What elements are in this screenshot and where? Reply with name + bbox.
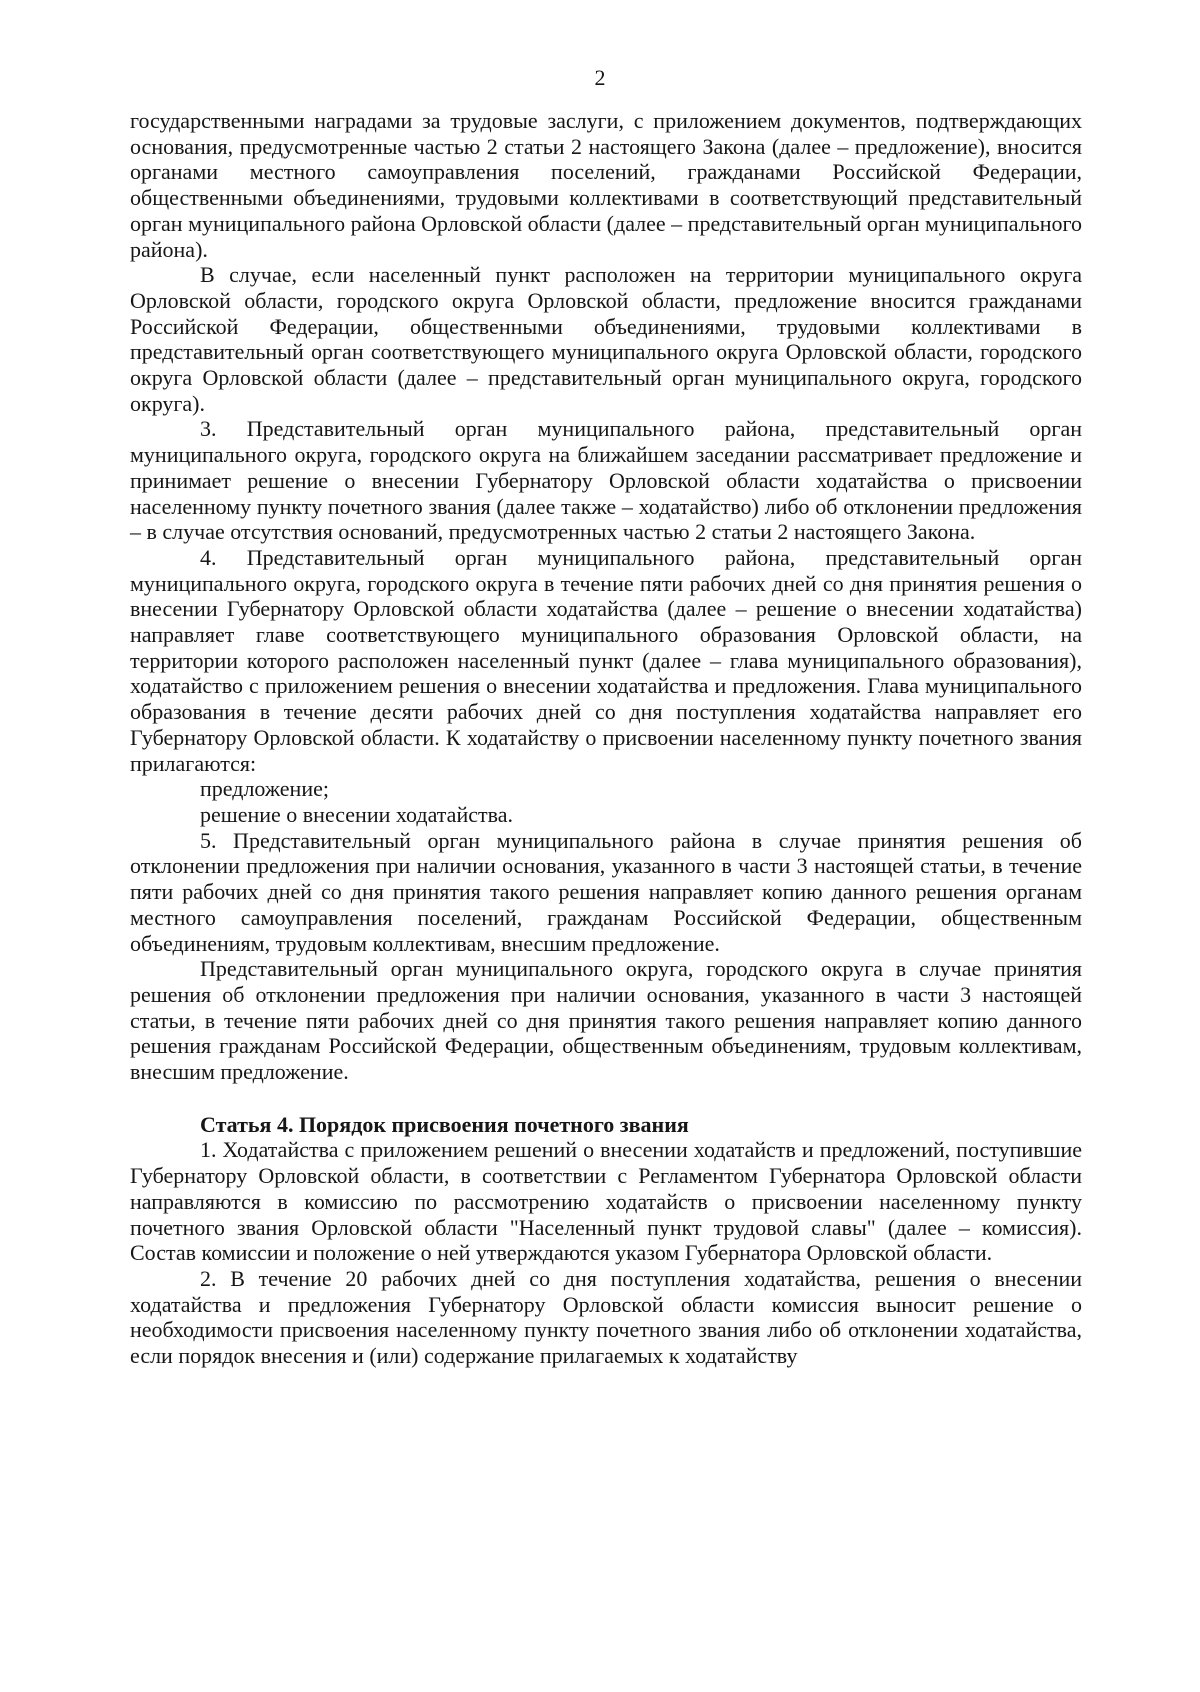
paragraph-part-3: 3. Представительный орган муниципального района, представительный орган муниципального округа, городского округа на ближайшем заседании рассматривает предложение и принимает решение о внесении Губернатору Орловской области ходатайства о присвоении населенному пункту почетного звания (далее также – ходатайство) либо об отклонении предложения – в случае отсутствия оснований, предусмотренных частью 2 статьи 2 настоящего Закона. <box>130 416 1082 545</box>
paragraph-part-4: 4. Представительный орган муниципального района, представительный орган муниципального округа, городского округа в течение пяти рабочих дней со дня принятия решения о внесении Губернатору Орловской области ходатайства (далее – решение о внесении ходатайства) направляет главе соответствующего муниципального образования Орловской области, на территории которого расположен населенный пункт (далее – глава муниципального образования), ходатайство с приложением решения о внесении ходатайства и предложения. Глава муниципального образования в течение десяти рабочих дней со дня поступления ходатайства направляет его Губернатору Орловской области. К ходатайству о присвоении населенному пункту почетного звания прилагаются: <box>130 544 1082 776</box>
paragraph-municipal-okrug: В случае, если населенный пункт расположен на территории муниципального округа Орловской области, городского округа Орловской области, предложение вносится гражданами Российской Федерации, общественными объединениями, трудовыми коллективами в представительный орган соответствующего муниципального округа Орловской области, городского округа Орловской области (далее – представительный орган муниципального округа, городского округа). <box>130 262 1082 416</box>
paragraph-continuation: государственными наградами за трудовые заслуги, с приложением документов, подтверждающих основания, предусмотренные частью 2 статьи 2 настоящего Закона (далее – предложение), вносится органами местного самоуправления поселений, гражданами Российской Федерации, общественными объединениями, трудовыми коллективами в соответствующий представительный орган муниципального района Орловской области (далее – представительный орган муниципального района). <box>130 108 1082 262</box>
page-number: 2 <box>594 65 606 90</box>
list-item-proposal: предложение; <box>200 776 329 802</box>
article-4-part-1: 1. Ходатайства с приложением решений о внесении ходатайств и предложений, поступившие Губернатору Орловской области, в соответствии с Регламентом Губернатора Орловской области направляются в комиссию по рассмотрению ходатайств о присвоении населенному пункту почетного звания Орловской области "Населенный пункт трудовой славы" (далее – комиссия). Состав комиссии и положение о ней утверждаются указом Губернатора Орловской области. <box>130 1137 1082 1266</box>
document-body <box>130 108 1082 1369</box>
article-4-heading: Статья 4. Порядок присвоения почетного звания <box>200 1111 689 1137</box>
article-4-part-2: 2. В течение 20 рабочих дней со дня поступления ходатайства, решения о внесении ходатайства и предложения Губернатору Орловской области комиссия выносит решение о необходимости присвоения населенному пункту почетного звания либо об отклонении ходатайства, если порядок внесения и (или) содержание прилагаемых к ходатайству <box>130 1265 1082 1369</box>
paragraph-okrug-rejection: Представительный орган муниципального округа, городского округа в случае принятия решения об отклонении предложения при наличии основания, указанного в части 3 настоящей статьи, в течение пяти рабочих дней со дня принятия такого решения направляет копию данного решения гражданам Российской Федерации, общественным объединениям, трудовым коллективам, внесшим предложение. <box>130 956 1082 1085</box>
list-item-decision: решение о внесении ходатайства. <box>200 801 513 827</box>
paragraph-part-5: 5. Представительный орган муниципального района в случае принятия решения об отклонении предложения при наличии основания, указанного в части 3 настоящей статьи, в течение пяти рабочих дней со дня принятия такого решения направляет копию данного решения органам местного самоуправления поселений, гражданам Российской Федерации, общественным объединениям, трудовым коллективам, внесшим предложение. <box>130 827 1082 956</box>
